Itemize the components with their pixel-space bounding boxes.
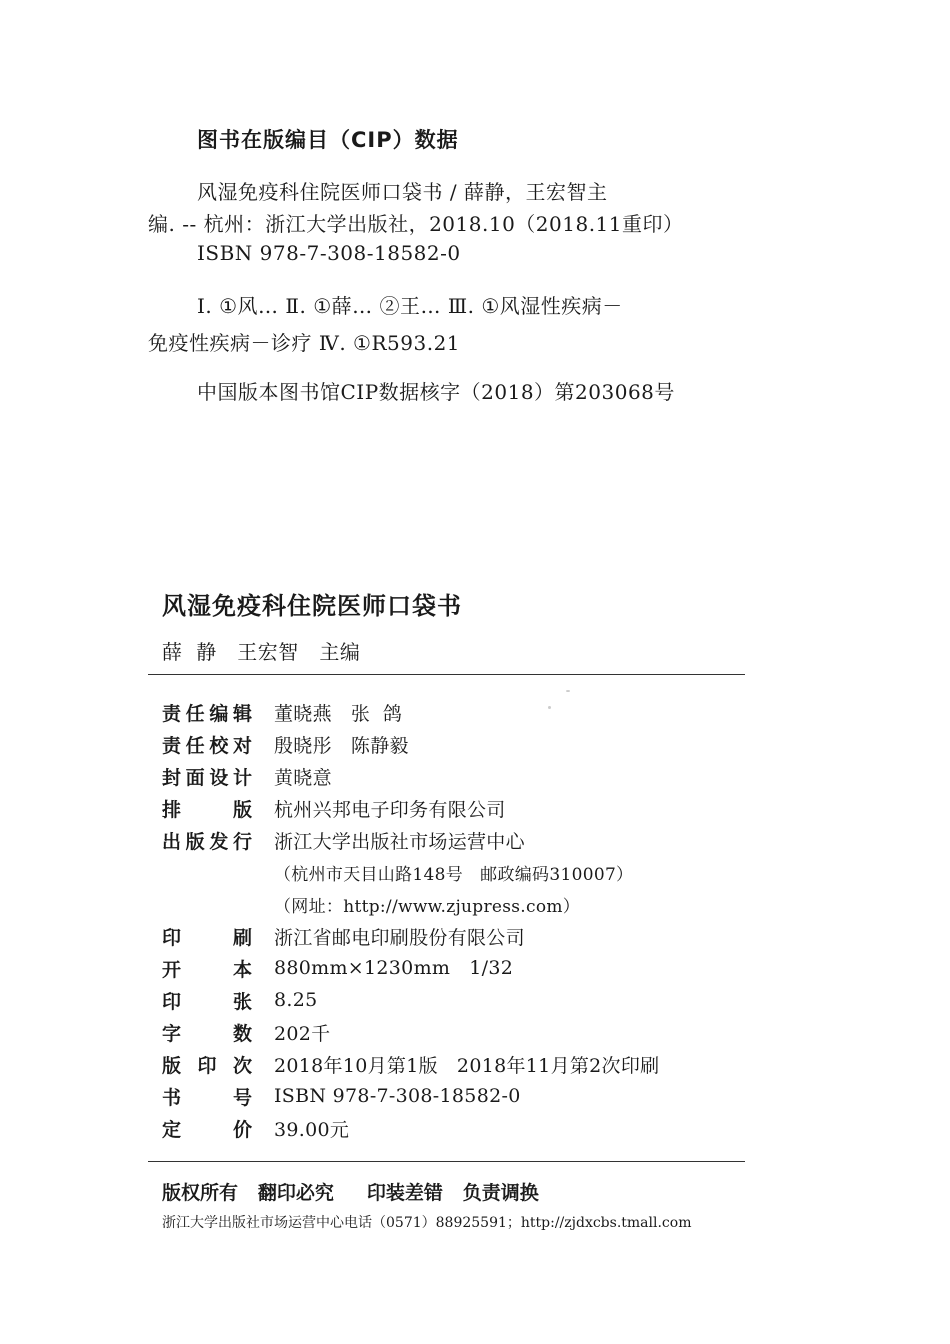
publication-label: 出 版 发 行 [162, 830, 252, 853]
publication-value: 殷晓彤 陈静毅 [274, 734, 409, 757]
publication-value: （杭州市天目山路148号 邮政编码310007） [274, 864, 634, 885]
cip-isbn: ISBN 978-7-308-18582-0 [197, 241, 461, 265]
publication-row [162, 857, 752, 887]
publication-label: 责 任 校 对 [162, 734, 252, 757]
publication-value: 39.00元 [274, 1118, 350, 1141]
book-editors: 薛 静 王宏智 主编 [162, 640, 361, 664]
publication-label: 定 价 [162, 1118, 252, 1141]
publication-row [162, 729, 752, 759]
publication-row [162, 1049, 752, 1079]
publication-label: 排 版 [162, 798, 252, 821]
publication-row [162, 953, 752, 983]
publication-label: 印 张 [162, 990, 252, 1013]
publication-row [162, 697, 752, 727]
publication-row [162, 889, 752, 919]
cip-line: 风湿免疫科住院医师口袋书 / 薛静，王宏智主 [197, 180, 608, 204]
publication-value: （网址：http://www.zjupress.com） [274, 896, 581, 917]
contact-line: 浙江大学出版社市场运营中心电话（0571）88925591；http://zjdxcbs.tmall.com [162, 1215, 692, 1231]
publication-label: 字 数 [162, 1022, 252, 1045]
cip-line: 免疫性疾病－诊疗 Ⅳ. ①R593.21 [148, 331, 461, 355]
publication-value: 黄晓意 [274, 766, 332, 789]
publication-value: 202千 [274, 1022, 331, 1045]
paper-speck [548, 706, 551, 709]
publication-value: ISBN 978-7-308-18582-0 [274, 1085, 521, 1107]
publication-row [162, 793, 752, 823]
publication-value: 2018年10月第1版 2018年11月第2次印刷 [274, 1054, 660, 1077]
publication-label: 印 刷 [162, 926, 252, 949]
publication-value: 董晓燕 张 鸽 [274, 702, 403, 725]
divider-bottom [148, 1161, 745, 1162]
book-title: 风湿免疫科住院医师口袋书 [162, 592, 462, 620]
publication-value: 浙江大学出版社市场运营中心 [274, 830, 525, 853]
publication-value: 杭州兴邦电子印务有限公司 [274, 798, 506, 821]
copyright-notice: 版权所有 翻印必究 印装差错 负责调换 [162, 1182, 539, 1204]
cip-heading: 图书在版编目（CIP）数据 [197, 128, 459, 152]
publication-label: 版 印 次 [162, 1054, 252, 1077]
publication-row [162, 1113, 752, 1143]
cip-line: 编. -- 杭州：浙江大学出版社，2018.10（2018.11重印） [148, 212, 684, 236]
divider-top [148, 674, 745, 675]
publication-label: 书 号 [162, 1086, 252, 1109]
publication-row [162, 1081, 752, 1111]
publication-row [162, 761, 752, 791]
publication-value: 浙江省邮电印刷股份有限公司 [274, 926, 525, 949]
publication-label: 责 任 编 辑 [162, 702, 252, 725]
publication-label: 开 本 [162, 958, 252, 981]
publication-value: 880mm×1230mm 1/32 [274, 957, 514, 979]
publication-label: 封 面 设 计 [162, 766, 252, 789]
publication-row [162, 921, 752, 951]
cip-line: Ⅰ. ①风… Ⅱ. ①薛… ②王… Ⅲ. ①风湿性疾病－ [197, 294, 623, 318]
paper-speck [566, 690, 570, 692]
publication-row [162, 825, 752, 855]
publication-row [162, 985, 752, 1015]
cip-record-number: 中国版本图书馆CIP数据核字（2018）第203068号 [197, 380, 675, 404]
publication-value: 8.25 [274, 989, 318, 1011]
publication-row [162, 1017, 752, 1047]
